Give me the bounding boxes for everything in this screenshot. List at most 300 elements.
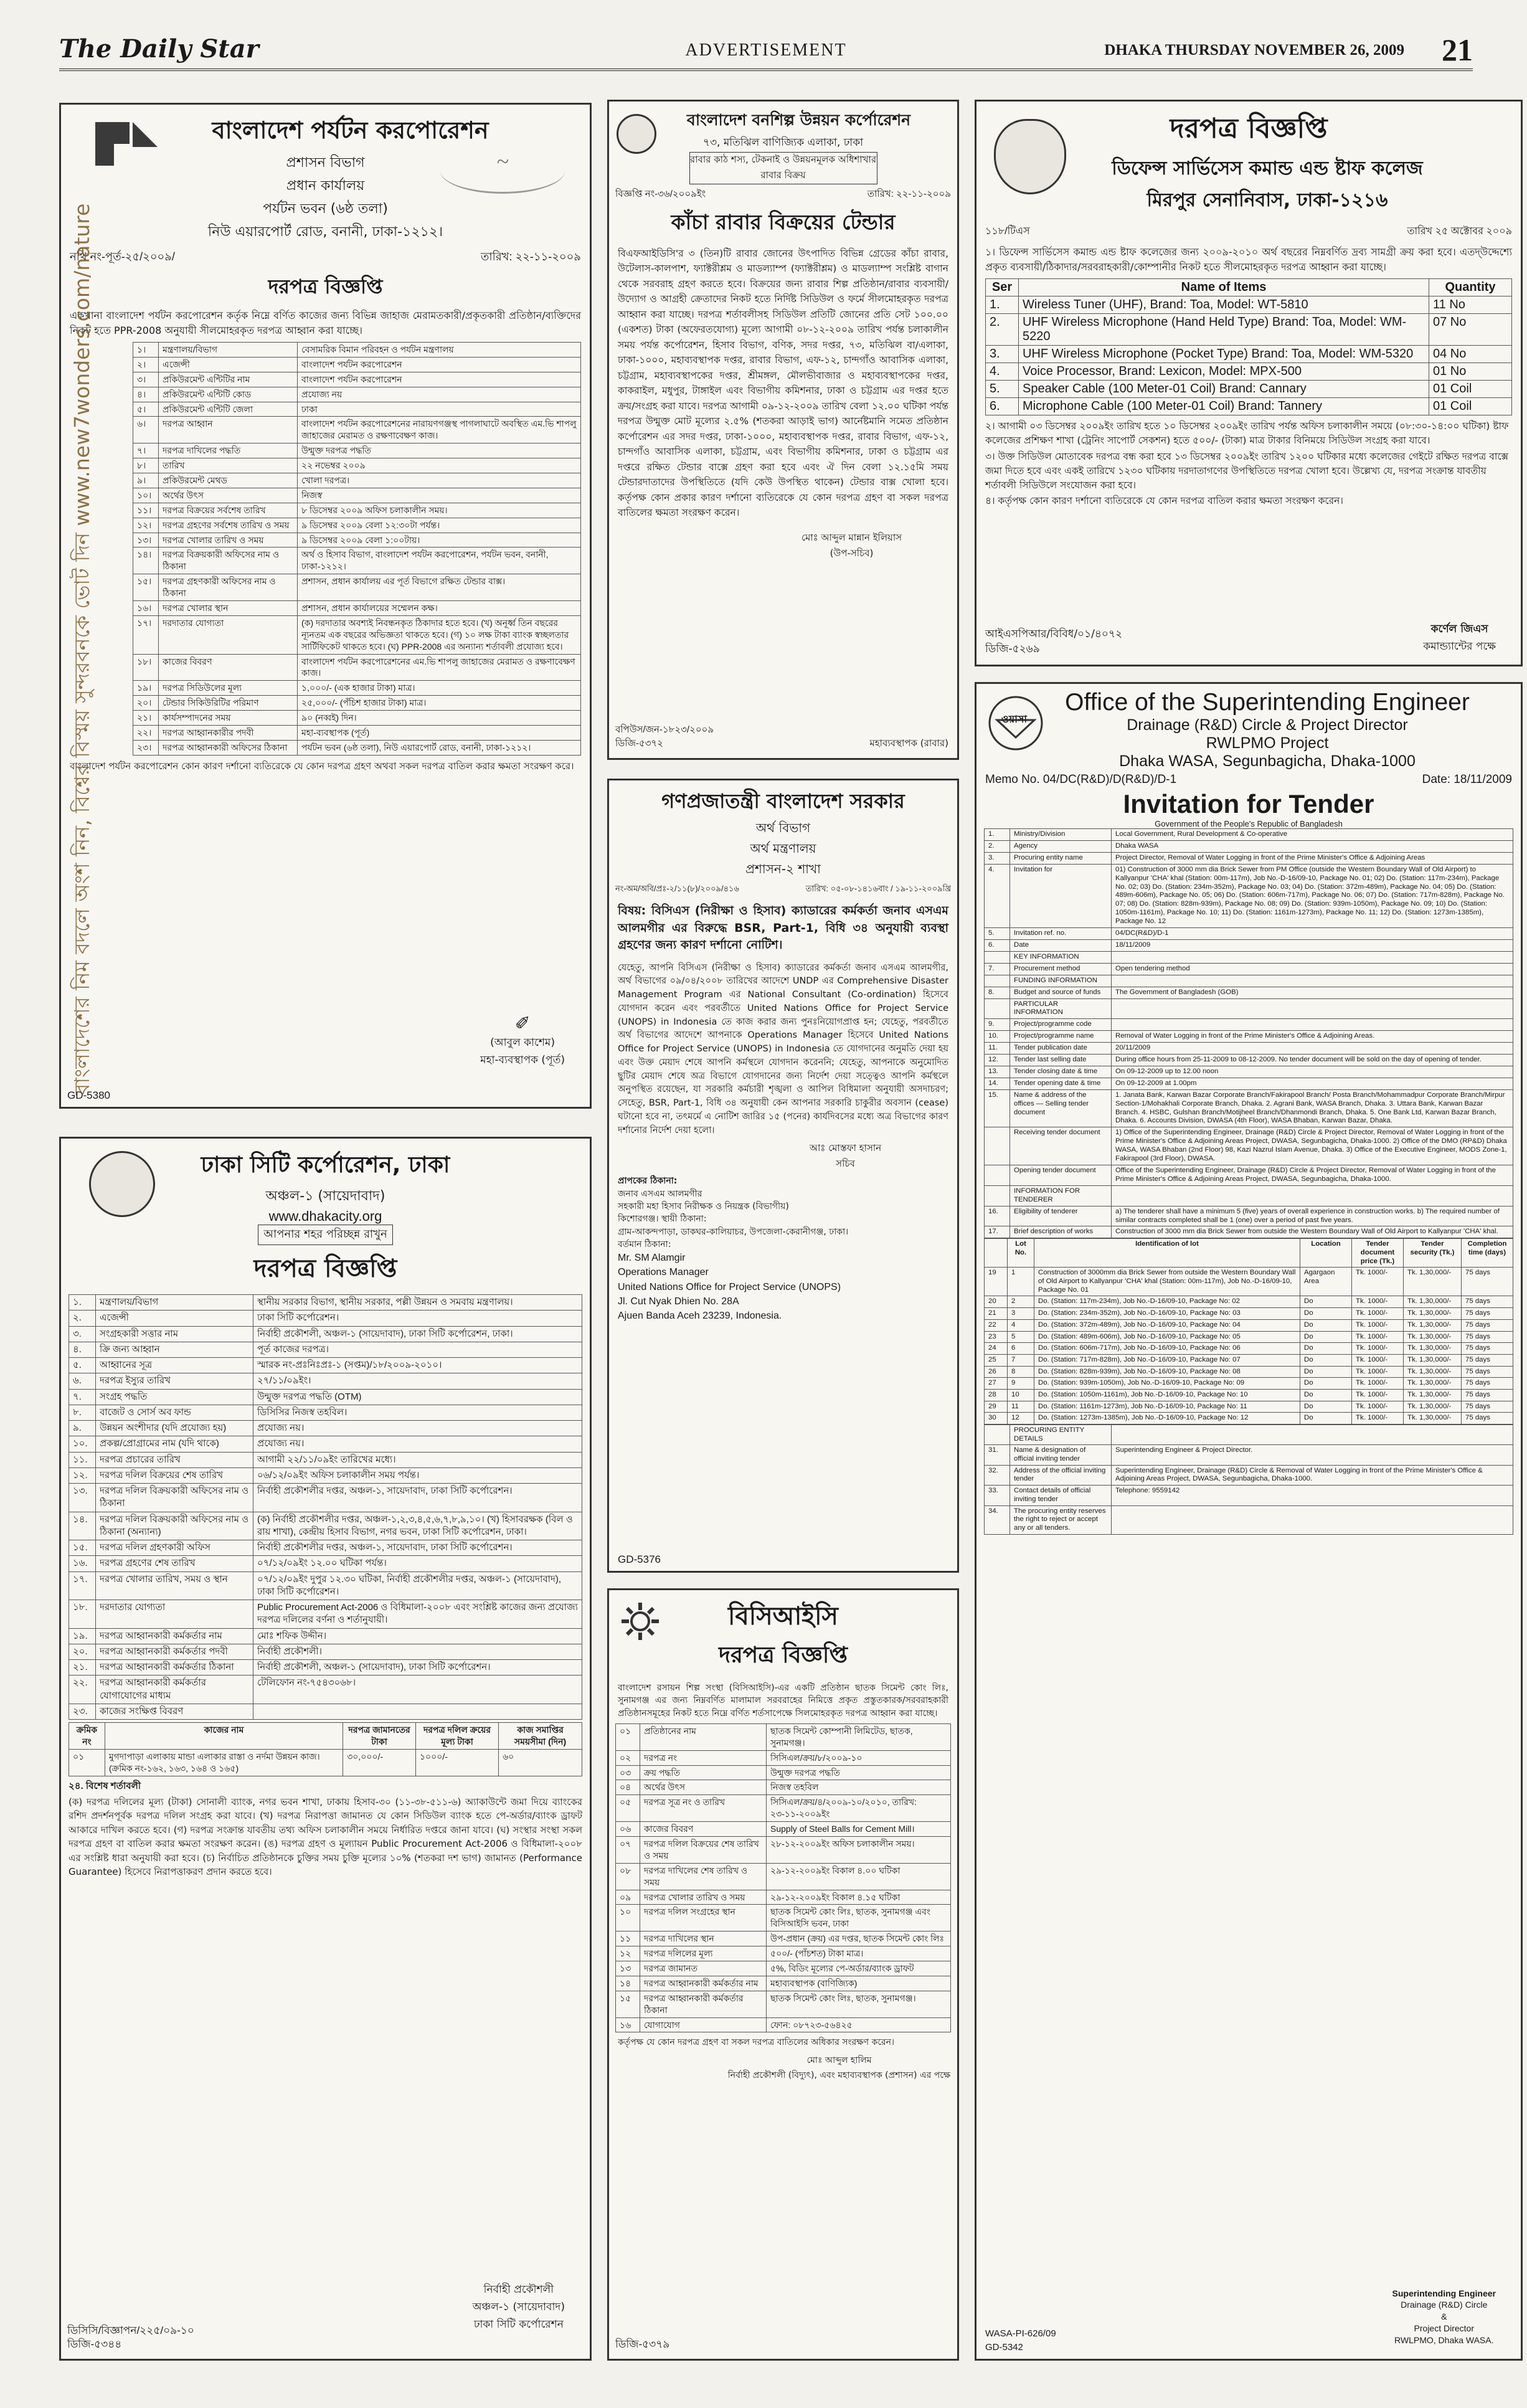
wasa-lot-row xyxy=(985,1319,1513,1331)
ad-bfidc xyxy=(607,100,959,760)
wasa-lot-header: Lot No. xyxy=(1008,1239,1034,1268)
dcc-cell: দরপত্র দলিল গ্রহণকারী অফিস xyxy=(96,1540,253,1556)
bcic-cell: দরপত্র দলিল বিক্রয়ের শেষ তারিখ ও সময় xyxy=(640,1837,767,1864)
wasa-info-cell: Open tendering method xyxy=(1112,963,1513,975)
dscsc-signer-sub: কমান্ড্যান্টের পক্ষে xyxy=(1423,640,1496,653)
wasa-lot-cell: Tk. 1,30,000/- xyxy=(1404,1378,1462,1390)
wasa-lot-cell: Tk. 1000/- xyxy=(1352,1343,1404,1355)
wasa-info-row xyxy=(985,840,1513,852)
parjatan-cell: দরপত্র বিক্রয়কারী অফিসের নাম ও ঠিকানা xyxy=(159,547,298,574)
wasa-lot-header xyxy=(985,1239,1008,1268)
wasa-lot-cell: Do. (Station: 606m-717m), Job No.-D-16/09-10, Package No: 06 xyxy=(1034,1343,1300,1355)
parjatan-cell: ২২। xyxy=(133,726,159,741)
parjatan-row xyxy=(133,711,581,726)
dcc-row xyxy=(69,1342,582,1357)
wasa-info-cell: On 09-12-2009 at 1.00pm xyxy=(1112,1078,1513,1089)
wasa-lot-cell: Tk. 1,30,000/- xyxy=(1404,1268,1462,1296)
parjatan-cell: প্রযোজ্য নয় xyxy=(298,387,581,402)
wasa-lot-cell: Tk. 1000/- xyxy=(1352,1319,1404,1331)
dcc-cell: ১০. xyxy=(69,1436,96,1452)
wasa-proc-cell: The procuring entity reserves the right to reject or accept any or all tenders. xyxy=(1010,1505,1112,1534)
wasa-lot-row xyxy=(985,1308,1513,1320)
wasa-info-cell: 12. xyxy=(985,1055,1010,1066)
parjatan-cell: ৮। xyxy=(133,458,159,473)
wasa-info-row xyxy=(985,864,1513,927)
parjatan-intro: একখানা বাংলাদেশ পর্যটন করপোরেশন কর্তৃক নিম্নে বর্ণিত কাজের জন্য বিভিন্ন জাহাজ মেরামতকারী/প্রকৃতকারী প্রতিষ্ঠান/ব্যক্তিদের নিকট হতে PPR-2008 অনুযায়ী সীলমোহরকৃত দরপত্র আহ্বান করা যাচ্ছে। xyxy=(70,310,581,336)
parjatan-brand-icon: ~ xyxy=(440,148,565,194)
wasa-lot-cell: Do xyxy=(1300,1366,1352,1378)
parjatan-cell: এজেন্সী xyxy=(159,357,298,372)
dcc-ref1: ডিসিসি/বিজ্ঞাপন/২২৫/০৯-১০ xyxy=(67,2325,194,2336)
wasa-lot-cell: Tk. 1000/- xyxy=(1352,1308,1404,1320)
wasa-info-cell: 4. xyxy=(985,864,1010,927)
bcic-cell: দরপত্র আহ্বানকারী কর্মকর্তার নাম xyxy=(640,1976,767,1991)
bcic-row xyxy=(616,1890,951,1905)
dcc-work-header: দরপত্র দলিল ক্রয়ের মূল্য টাকা xyxy=(415,1723,498,1750)
dscsc-intro: ১। ডিফেন্স সার্ভিসেস কমান্ড এন্ড ষ্টাফ কলেজের জন্য ২০০৯-২০১০ অর্থ বছরের নিম্নবর্ণিত দ্রব্য সামগ্রী ক্রয় করা হবে। এতদ্উদ্দেশ্যে প্রকৃত ব্যবসায়ী/ঠিকাদার/সরবরাহকারী/কোম্পানীর নিকট হতে সীলমোহরকৃত দরপত্র আহ্বান করা যাচ্ছে। xyxy=(985,246,1512,273)
dscsc-item-cell: 01 Coil xyxy=(1429,381,1512,398)
wasa-lot-row xyxy=(985,1378,1513,1390)
parjatan-row xyxy=(133,726,581,741)
wasa-info-cell: Brief description of works xyxy=(1010,1226,1112,1238)
parjatan-row xyxy=(133,473,581,488)
parjatan-cell: দরপত্র খোলার স্থান xyxy=(159,601,298,616)
dcc-cell: টেলিফোন নং-৭৫৪৩০৬৮। xyxy=(253,1676,582,1704)
wasa-info-cell: 13. xyxy=(985,1066,1010,1078)
wasa-lot-cell: Do xyxy=(1300,1308,1352,1320)
parjatan-cell: ৯। xyxy=(133,473,159,488)
ad-dscsc xyxy=(975,100,1523,666)
dscsc-header: Ser xyxy=(986,279,1019,296)
dcc-cell: দরপত্র দলিল বিক্রয়কারী অফিসের নাম ও ঠিকানা xyxy=(96,1484,253,1512)
parjatan-cell: ৩। xyxy=(133,372,159,387)
wasa-info-cell: 01) Construction of 3000 mm dia Brick Sewer from PM Office (outside the Western Boundary Wall of Old Airport) to Kallyanpur 'CHA' khal (Station: 00m-117m), Job No.-D-16/09-10, Package No. 01; 02) Do. (Station: 117m-234m), Package No. 02; 03) Do. (Station: 234m-352m), Package No. 03; 04) Do. (Station: 372m-489m), Package No. 04; 05) Do. (Station: 489m-606m), Package No. 05; 06) Do. (Station: 606m-717m), Package No. 06; 07) Do. (Station: 717m-828m), Package No. 07; 08) Do. (Station: 828m-939m), Package No. 08; 09) Do. (Station: 939m-1050m), Package No. 09; 10) Do. (Station: 1050m-1161m), Package No. 10; 11) Do. (Station: 1161m-1273m), Package No. 11; 12) Do. (Station: 1273m-1385m), Package No. 12 xyxy=(1112,864,1513,927)
wasa-lot-cell: 75 days xyxy=(1462,1413,1513,1424)
wasa-lot-cell: 75 days xyxy=(1462,1354,1513,1366)
parjatan-cell: পর্যটন ভবন (৬ষ্ঠ তলা), নিউ এয়ারপোর্ট রোড, বনানী, ঢাকা-১২১২। xyxy=(298,740,581,755)
bcic-cell: ছাতক সিমেন্ট কোং লিঃ, ছাতক, সুনামগঞ্জ এবং বিসিআইসি ভবন, ঢাকা xyxy=(767,1905,951,1932)
wasa-info-cell: Tender closing date & time xyxy=(1010,1066,1112,1078)
wasa-lot-cell: Tk. 1,30,000/- xyxy=(1404,1389,1462,1401)
bcic-cell: উন্মুক্ত দরপত্র পদ্ধতি xyxy=(767,1765,951,1780)
dcc-cell: স্থানীয় সরকার বিভাগ, স্থানীয় সরকার, পল্লী উন্নয়ন ও সমবায় মন্ত্রণালয়। xyxy=(253,1295,582,1311)
wasa-signer-l3: & xyxy=(1441,2311,1447,2322)
wasa-lot-cell: Tk. 1000/- xyxy=(1352,1401,1404,1413)
dscsc-item-cell: Wireless Tuner (UHF), Brand: Toa, Model: WT-5810 xyxy=(1019,296,1429,314)
parjatan-logo-icon xyxy=(92,116,161,172)
wasa-info-row xyxy=(985,829,1513,841)
wasa-proc-cell: 32. xyxy=(985,1465,1010,1485)
parjatan-cell: ১৩। xyxy=(133,533,159,547)
wasa-info-row xyxy=(985,1127,1513,1165)
parjatan-cell: ৭। xyxy=(133,443,159,458)
wasa-info-row xyxy=(985,951,1513,963)
gov-en-line: Operations Manager xyxy=(618,1267,709,1278)
wasa-info-cell xyxy=(985,1185,1010,1206)
wasa-lot-cell: 21 xyxy=(985,1308,1008,1320)
wasa-proc-cell: 34. xyxy=(985,1505,1010,1534)
wasa-lot-row xyxy=(985,1296,1513,1308)
dcc-work-header: ক্রমিক নং xyxy=(69,1723,105,1750)
gov-line2: অর্থ মন্ত্রণালয় xyxy=(750,841,816,856)
dcc-work-cell: ১০০০/- xyxy=(415,1749,498,1776)
wasa-lot-cell: Tk. 1,30,000/- xyxy=(1404,1331,1462,1343)
bcic-row xyxy=(616,1750,951,1765)
dcc-website[interactable]: www.dhakacity.org xyxy=(268,1208,382,1224)
dcc-cell: দরপত্র আহ্বানকারী কর্মকর্তার ঠিকানা xyxy=(96,1660,253,1676)
dcc-work-cell: ৩০,০০০/- xyxy=(343,1749,416,1776)
bcic-cell: ০৯ xyxy=(616,1890,640,1905)
parjatan-signature: ✐ xyxy=(514,1013,531,1035)
wasa-lot-cell: Tk. 1000/- xyxy=(1352,1354,1404,1366)
wasa-lot-cell: Do. (Station: 234m-352m), Job No.-D-16/09-10, Package No: 03 xyxy=(1034,1308,1300,1320)
wasa-info-cell: Tender opening date & time xyxy=(1010,1078,1112,1089)
wasa-lot-header: Completion time (days) xyxy=(1462,1239,1513,1268)
parjatan-row xyxy=(133,402,581,417)
bfidc-emblem-icon xyxy=(617,114,656,154)
bcic-cell: ক্রয় পদ্ধতি xyxy=(640,1765,767,1780)
parjatan-row xyxy=(133,696,581,711)
wasa-lot-cell: 28 xyxy=(985,1389,1008,1401)
dcc-cell: ০৭/১২/০৯ইং দুপুর ১২.৩০ ঘটিকা, নির্বাহী প্রকৌশলীর দপ্তর, অঞ্চল-১ (সায়েদাবাদ), ঢাকা সিটি কর্পোরেশন। xyxy=(253,1571,582,1600)
wasa-lot-cell: 75 days xyxy=(1462,1319,1513,1331)
wasa-info-cell: KEY INFORMATION xyxy=(1010,951,1112,963)
dcc-signer: নির্বাহী প্রকৌশলী xyxy=(483,2283,554,2296)
wasa-lot-cell: Do. (Station: 939m-1050m), Job No.-D-16/09-10, Package No: 09 xyxy=(1034,1378,1300,1390)
dcc-cell: ২০. xyxy=(69,1644,96,1659)
bcic-cell: দরপত্র জামানত xyxy=(640,1961,767,1976)
dscsc-item-cell: UHF Wireless Microphone (Hand Held Type) Brand: Toa, Model: WM-5220 xyxy=(1019,314,1429,346)
wasa-info-row xyxy=(985,1031,1513,1043)
bcic-cell: দরপত্র দলিলের মূল্য xyxy=(640,1946,767,1961)
parjatan-cell: দরপত্র আহ্বানকারীর পদবী xyxy=(159,726,298,741)
parjatan-row xyxy=(133,458,581,473)
bfidc-memo: বিজ্ঞপ্তি নং-৩৬/২০০৯ইং xyxy=(615,189,706,199)
dcc-cell: ১৬. xyxy=(69,1556,96,1571)
wasa-info-cell: Eligibility of tenderer xyxy=(1010,1206,1112,1226)
wasa-info-row xyxy=(985,963,1513,975)
dcc-row xyxy=(69,1326,582,1342)
wasa-info-cell: 1. xyxy=(985,829,1010,841)
wasa-lot-header: Tender document price (Tk.) xyxy=(1352,1239,1404,1268)
dcc-cell xyxy=(253,1704,582,1719)
bcic-row xyxy=(616,1976,951,1991)
wasa-lot-cell: 25 xyxy=(985,1354,1008,1366)
dcc-row xyxy=(69,1389,582,1405)
wasa-lot-cell: Do xyxy=(1300,1389,1352,1401)
parjatan-cell: ৮ ডিসেম্বর ২০০৯ অফিস চলাকালীন সময়। xyxy=(298,503,581,518)
dcc-cell: ১২. xyxy=(69,1467,96,1483)
parjatan-row xyxy=(133,654,581,681)
bcic-row xyxy=(616,1822,951,1837)
dcc-signer-org: ঢাকা সিটি কর্পোরেশন xyxy=(473,2318,564,2331)
wasa-lot-cell: Do xyxy=(1300,1319,1352,1331)
dscsc-item-cell: 2. xyxy=(986,314,1019,346)
parjatan-cell: প্রকিউরমেন্ট এন্টিটির নাম xyxy=(159,372,298,387)
parjatan-office: প্রধান কার্যালয় xyxy=(286,178,365,194)
wasa-info-row xyxy=(985,928,1513,940)
parjatan-cell: ২০। xyxy=(133,696,159,711)
wasa-info-cell: Tender last selling date xyxy=(1010,1055,1112,1066)
dcc-cell: কাজের সংক্ষিপ্ত বিবরণ xyxy=(96,1704,253,1719)
dcc-cell: প্রযোজ্য নয়। xyxy=(253,1436,582,1452)
dcc-cell: ১১. xyxy=(69,1452,96,1467)
wasa-lot-cell: 75 days xyxy=(1462,1296,1513,1308)
ad-bcic xyxy=(607,1588,959,2361)
wasa-info-row xyxy=(985,1089,1513,1127)
parjatan-cell: দরদাতার যোগ্যতা xyxy=(159,615,298,654)
parjatan-row xyxy=(133,574,581,601)
dcc-row xyxy=(69,1512,582,1540)
parjatan-cell: প্রকিউরমেন্ট মেথড xyxy=(159,473,298,488)
parjatan-cell: ২১। xyxy=(133,711,159,726)
wasa-info-row xyxy=(985,975,1513,987)
dscsc-item-cell: 04 No xyxy=(1429,346,1512,363)
wasa-info-cell xyxy=(985,1165,1010,1186)
bcic-cell: ০৪ xyxy=(616,1780,640,1795)
bcic-cell: অর্থের উৎস xyxy=(640,1780,767,1795)
wasa-info-cell xyxy=(1112,951,1513,963)
dcc-cell: ৯. xyxy=(69,1421,96,1436)
bcic-row xyxy=(616,2017,951,2032)
gov-addr-line: জনাব এসএম আলমগীর xyxy=(618,1188,702,1199)
wasa-memo: Memo No. 04/DC(R&D)/D(R&D)/D-1 xyxy=(985,773,1177,786)
wasa-lot-row xyxy=(985,1354,1513,1366)
parjatan-row xyxy=(133,387,581,402)
dcc-cell: ৩. xyxy=(69,1326,96,1342)
parjatan-cell: বাংলাদেশ পর্যটন করপোরেশনের নারায়ণগঞ্জস্থ পাগলাঘাটে অবস্থিত এম.ভি শাপলু জাহাজের মেরামত ও রক্ষণাবেক্ষণ কাজ। xyxy=(298,417,581,443)
dscsc-item-cell: Microphone Cable (100 Meter-01 Coil) Brand: Tannery xyxy=(1019,398,1429,415)
dcc-row xyxy=(69,1467,582,1483)
dcc-cell: ০৬/১২/০৯ইং অফিস চলাকালীন সময় পর্যন্ত। xyxy=(253,1467,582,1483)
parjatan-cell: ২৫,০০০/- (পঁচিশ হাজার টাকা) মাত্র। xyxy=(298,696,581,711)
wasa-lot-cell: 1 xyxy=(1008,1268,1034,1296)
gov-en-line: Mr. SM Alamgir xyxy=(618,1253,686,1264)
parjatan-row xyxy=(133,533,581,547)
dscsc-item-row xyxy=(986,363,1512,381)
parjatan-row xyxy=(133,503,581,518)
parjatan-cell: মহা-ব্যবস্থাপক (পূর্ত) xyxy=(298,726,581,741)
dcc-cell: ১৭. xyxy=(69,1571,96,1600)
bcic-cell: ০৩ xyxy=(616,1765,640,1780)
gov-signer-title: সচিব xyxy=(836,1158,855,1170)
bcic-table xyxy=(615,1723,951,2033)
dcc-cell: দরপত্র আহ্বানকারী কর্মকর্তার নাম xyxy=(96,1628,253,1644)
wasa-lot-cell: Do. (Station: 1273m-1385m), Job No.-D-16/09-10, Package No: 12 xyxy=(1034,1413,1300,1424)
bcic-cell: ১২ xyxy=(616,1946,640,1961)
wasa-info-cell: 20/11/2009 xyxy=(1112,1043,1513,1055)
wasa-ref1: WASA-PI-626/09 xyxy=(985,2328,1056,2339)
dcc-cell: উন্মুক্ত দরপত্র পদ্ধতি (OTM) xyxy=(253,1389,582,1405)
wasa-lot-cell: Do xyxy=(1300,1354,1352,1366)
wasa-signer-l2: Drainage (R&D) Circle xyxy=(1401,2300,1488,2310)
dcc-row xyxy=(69,1571,582,1600)
wasa-info-cell: On 09-12-2009 up to 12.00 noon xyxy=(1112,1066,1513,1078)
dcc-cell: ক্রি জন্য আহ্বান xyxy=(96,1342,253,1357)
parjatan-cell: প্রশাসন, প্রধান কার্যালয় এর পূর্ত বিভাগে রক্ষিত টেন্ডার বাক্স। xyxy=(298,574,581,601)
gov-line3: প্রশাসন-২ শাখা xyxy=(745,861,821,876)
bcic-cell: দরপত্র সূত্র নং ও তারিখ xyxy=(640,1795,767,1822)
parjatan-cell: ৯০ (নব্বই) দিন। xyxy=(298,711,581,726)
dcc-cell: ১৮. xyxy=(69,1600,96,1629)
parjatan-row xyxy=(133,740,581,755)
wasa-lot-cell: 12 xyxy=(1008,1413,1034,1424)
dcc-slogan: আপনার শহর পরিচ্ছন্ন রাখুন xyxy=(258,1225,393,1245)
wasa-ref2: GD-5342 xyxy=(985,2342,1023,2353)
wasa-lot-cell: 23 xyxy=(985,1331,1008,1343)
parjatan-cell: ৯ ডিসেম্বর ২০০৯ বেলা ১২:৩০টা পর্যন্ত। xyxy=(298,518,581,533)
wasa-info-cell: Date xyxy=(1010,939,1112,951)
bcic-cell: দরপত্র দাখিলের শেষ তারিখ ও সময় xyxy=(640,1863,767,1890)
parjatan-cell: ৯ ডিসেম্বর ২০০৯ বেলা ১:০০টায়। xyxy=(298,533,581,547)
ad-parjatan xyxy=(59,103,592,1109)
wasa-lot-cell: 75 days xyxy=(1462,1366,1513,1378)
dscsc-item-cell: 01 No xyxy=(1429,363,1512,381)
dcc-cell: দরপত্র আহ্বানকারী কর্মকর্তার যোগাযোগের মাধ্যম xyxy=(96,1676,253,1704)
wasa-info-row xyxy=(985,852,1513,864)
wasa-info-cell: 04/DC(R&D)/D-1 xyxy=(1112,928,1513,940)
bcic-signer-name: মোঃ আব্দুল হালিম xyxy=(806,2055,872,2066)
parjatan-row xyxy=(133,417,581,443)
parjatan-date: তারিখ: ২২-১১-২০০৯ xyxy=(480,250,581,263)
wasa-proc-cell: Superintending Engineer, Drainage (R&D) Circle & Removal of Water Logging in front of the Prime Minister's Office & Adjoining Areas Project, DWASA, Segunbagicha, Dhaka-1000. xyxy=(1112,1465,1513,1485)
wasa-info-cell: 3. xyxy=(985,852,1010,864)
dcc-cell: ১. xyxy=(69,1295,96,1311)
bcic-cell: ২৯-১২-২০০৯ইং বিকাল ৪.১৫ ঘটিকা xyxy=(767,1890,951,1905)
wasa-lot-cell: Do xyxy=(1300,1331,1352,1343)
dscsc-items-table xyxy=(985,278,1512,415)
ad-dhaka-wasa xyxy=(975,682,1523,2361)
wasa-signer-l5: RWLPMO, Dhaka WASA. xyxy=(1394,2335,1494,2346)
wasa-info-row xyxy=(985,1206,1513,1226)
dcc-row xyxy=(69,1676,582,1704)
bfidc-ref2: ডিজি-৫৩৭২ xyxy=(615,738,664,749)
wasa-lot-cell: 30 xyxy=(985,1413,1008,1424)
dcc-work-header: কাজ সমাপ্তির সময়সীমা (দিন) xyxy=(499,1723,582,1750)
bcic-cell: ০৮ xyxy=(616,1863,640,1890)
dscsc-item-cell: 6. xyxy=(986,398,1019,415)
wasa-proc-cell xyxy=(1112,1505,1513,1534)
wasa-lot-cell: Agargaon Area xyxy=(1300,1268,1352,1296)
dcc-cell: (ক) নির্বাহী প্রকৌশলীর দপ্তর, অঞ্চল-১,২,৩,৪,৫,৬,৭,৮,৯,১০। (খ) হিসাবরক্ষক (বিল ও রায় শাখা), কেন্দ্রীয় হিসাব বিভাগ, নগর ভবন, ঢাকা সিটি কর্পোরেশন, ঢাকা। xyxy=(253,1512,582,1540)
wasa-lot-cell: Do. (Station: 489m-606m), Job No.-D-16/09-10, Package No: 05 xyxy=(1034,1331,1300,1343)
gov-signer-name: আঃ মোস্তফা হাসান xyxy=(809,1142,882,1154)
bcic-row xyxy=(616,1961,951,1976)
wasa-lot-table xyxy=(984,1238,1513,1424)
wasa-proc-cell xyxy=(1112,1425,1513,1445)
wasa-lot-cell: 75 days xyxy=(1462,1401,1513,1413)
wasa-lot-header: Tender security (Tk.) xyxy=(1404,1239,1462,1268)
dcc-ref2: ডিজি-৫৩৪৪ xyxy=(67,2338,122,2350)
dscsc-emblem-icon xyxy=(994,119,1066,194)
wasa-proc-cell: Contact details of official inviting tender xyxy=(1010,1486,1112,1505)
dcc-row xyxy=(69,1600,582,1629)
bcic-cell: যোগাযোগ xyxy=(640,2017,767,2032)
dcc-cell: সংগ্রহকারী সত্তার নাম xyxy=(96,1326,253,1342)
dcc-cell: ২৭/১১/০৯ইং। xyxy=(253,1373,582,1389)
parjatan-row xyxy=(133,601,581,616)
bcic-cell: নিজস্ব তহবিল xyxy=(767,1780,951,1795)
parjatan-signer-name: (আবুল কাশেম) xyxy=(490,1036,555,1049)
wasa-line3: Dhaka WASA, Segunbagicha, Dhaka-1000 xyxy=(1119,752,1416,770)
wasa-info-cell xyxy=(985,951,1010,963)
parjatan-cell: অর্থ ও হিসাব বিভাগ, বাংলাদেশ পর্যটন করপোরেশন, পর্যটন ভবন, বনানী, ঢাকা-১২১২। xyxy=(298,547,581,574)
parjatan-cell: কার্যসম্পাদনের সময় xyxy=(159,711,298,726)
parjatan-row xyxy=(133,357,581,372)
wasa-proc-row xyxy=(985,1505,1513,1534)
wasa-lot-cell: Tk. 1,30,000/- xyxy=(1404,1413,1462,1424)
wasa-lot-cell: Tk. 1000/- xyxy=(1352,1296,1404,1308)
wasa-lot-cell: Construction of 3000mm dia Brick Sewer from outside the Western Boundary Wall of Old Airport to Kallyanpur 'CHA' khal (Station: 00m-117m), Job No.-D-16/09-10, Package No. 01 xyxy=(1034,1268,1300,1296)
dcc-cell: আগামী ২২/১১/০৯ইং তারিখের মধ্যে। xyxy=(253,1452,582,1467)
wasa-lot-cell: Do. (Station: 372m-489m), Job No.-D-16/09-10, Package No: 04 xyxy=(1034,1319,1300,1331)
wasa-lot-cell: 9 xyxy=(1008,1378,1034,1390)
wasa-lot-cell: Tk. 1,30,000/- xyxy=(1404,1319,1462,1331)
dcc-terms: (ক) দরপত্র দলিলের মূল্য (টাকা) সোনালী ব্যাংক, নগর ভবন শাখা, ঢাকায় হিসাব-৩০ (১১-৩৮-৫১১-৬) অ্যাকাউন্টে জমা দিয়ে ব্যাংকের রশিদ প্রদর্শনপূর্বক দরপত্র দলিল সংগ্রহ করা যাবে। (খ) দরপত্র নিরাপত্তা জামানত যে কোন সিডিউল ব্যাংক হতে পে-অর্ডার/ব্যাংক ড্রাফট আকারে দাখিল করতে হবে। (গ) দরপত্র সংক্রান্ত যাবতীয় তথ্য অফিস চলাকালীন সময়ে নির্ধারিত দপ্তরে জানা যাবে। (ঘ) সংস্থার সংস্থা সকল দরপত্র গ্রহণ বা বাতিল করার ক্ষমতা সংরক্ষণ করেন। (ঙ) দরপত্র গ্রহণ ও মূল্যায়ন Public Procurement Act-2006 ও বিধিমালা-২০০৮ এর সংশ্লিষ্ট ধারা অনুযায়ী করা হবে। (চ) নির্বাচিত প্রতিষ্ঠানকে চুক্তির সময় চুক্তি মূল্যের ১০% (শতকরা দশ ভাগ) জামানত (Performance Guarantee) হিসেবে নিরাপত্তাকরণ প্রদান করতে হবে। xyxy=(69,1796,582,1878)
bcic-cell: ০৭ xyxy=(616,1837,640,1864)
wasa-line2: RWLPMO Project xyxy=(1206,734,1329,752)
dcc-cell: ৬. xyxy=(69,1373,96,1389)
parjatan-cell: ১২। xyxy=(133,518,159,533)
dcc-row xyxy=(69,1405,582,1420)
parjatan-dept: প্রশাসন বিভাগ xyxy=(286,155,365,171)
dscsc-item-row xyxy=(986,314,1512,346)
wasa-info-row xyxy=(985,987,1513,998)
ad-dhaka-city xyxy=(59,1137,592,2361)
parjatan-cell: কাজের বিবরণ xyxy=(159,654,298,681)
masthead xyxy=(59,34,1473,71)
parjatan-cell: ১৯। xyxy=(133,681,159,696)
wasa-lot-row xyxy=(985,1331,1513,1343)
parjatan-cell: নিজস্ব xyxy=(298,488,581,503)
bcic-cell: ২৯-১২-২০০৯ইং বিকাল ৪.০০ ঘটিকা xyxy=(767,1863,951,1890)
parjatan-row xyxy=(133,488,581,503)
dcc-cell: দরদাতার যোগ্যতা xyxy=(96,1600,253,1629)
wasa-info-cell: PARTICULAR INFORMATION xyxy=(1010,998,1112,1019)
wasa-info-row xyxy=(985,1019,1513,1031)
wasa-lot-cell: 75 days xyxy=(1462,1389,1513,1401)
parjatan-table xyxy=(133,342,581,756)
dscsc-item-cell: Speaker Cable (100 Meter-01 Coil) Brand: Cannary xyxy=(1019,381,1429,398)
wasa-lot-row xyxy=(985,1413,1513,1424)
wasa-lot-cell: Tk. 1,30,000/- xyxy=(1404,1308,1462,1320)
wasa-lot-cell: 11 xyxy=(1008,1401,1034,1413)
dcc-cell: দরপত্র দলিল বিক্রয়ের শেষ তারিখ xyxy=(96,1467,253,1483)
dcc-row xyxy=(69,1704,582,1719)
wasa-lot-cell: 8 xyxy=(1008,1366,1034,1378)
parjatan-cell: দরপত্র গ্রহণের সর্বশেষ তারিখ ও সময় xyxy=(159,518,298,533)
dcc-cell: বাজেট ও সোর্স অব ফান্ড xyxy=(96,1405,253,1420)
wasa-info-cell: 14. xyxy=(985,1078,1010,1089)
wasa-info-cell: Removal of Water Logging in front of the Prime Minister's Office & Adjoining Areas. xyxy=(1112,1031,1513,1043)
wasa-info-row xyxy=(985,1185,1513,1206)
wasa-info-cell: INFORMATION FOR TENDERER xyxy=(1010,1185,1112,1206)
dcc-cell: দরপত্র ইস্যুর তারিখ xyxy=(96,1373,253,1389)
dcc-emblem-icon xyxy=(89,1151,155,1217)
dcc-cell: উন্নয়ন অংশীদার (যদি প্রযোজ্য হয়) xyxy=(96,1421,253,1436)
bcic-signer-title: নির্বাহী প্রকৌশলী (বিদ্যুৎ), এবং মহাব্যবস্থাপক (প্রশাসন) এর পক্ষে xyxy=(727,2070,951,2081)
bcic-cell: দরপত্র আহ্বানকারী কর্মকর্তার ঠিকানা xyxy=(640,1991,767,2017)
gov-addr-line: সহকারী মহা হিসাব নিরীক্ষক ও নিয়ন্ত্রক (বিভাগীয়) xyxy=(618,1201,789,1211)
wasa-lot-cell: 27 xyxy=(985,1378,1008,1390)
wasa-proc-cell xyxy=(985,1425,1010,1445)
bcic-cell: দরপত্র দলিল সংগ্রহের স্থান xyxy=(640,1905,767,1932)
dcc-work-cell: মুগদাপাড়া এলাকায় মান্ডা এলাকার রাস্তা ও নর্দমা উন্নয়ন কাজ। (ক্রমিক নং-১৬২, ১৬৩, ১৬৪ ও ১৬৫) xyxy=(105,1749,343,1776)
dcc-cell: নির্বাহী প্রকৌশলী, অঞ্চল-১ (সায়েদাবাদ), ঢাকা সিটি কর্পোরেশন, ঢাকা। xyxy=(253,1326,582,1342)
wasa-info-cell xyxy=(1112,975,1513,987)
wasa-info-cell: FUNDING INFORMATION xyxy=(1010,975,1112,987)
bfidc-date: তারিখ: ২২-১১-২০০৯ xyxy=(867,189,951,199)
